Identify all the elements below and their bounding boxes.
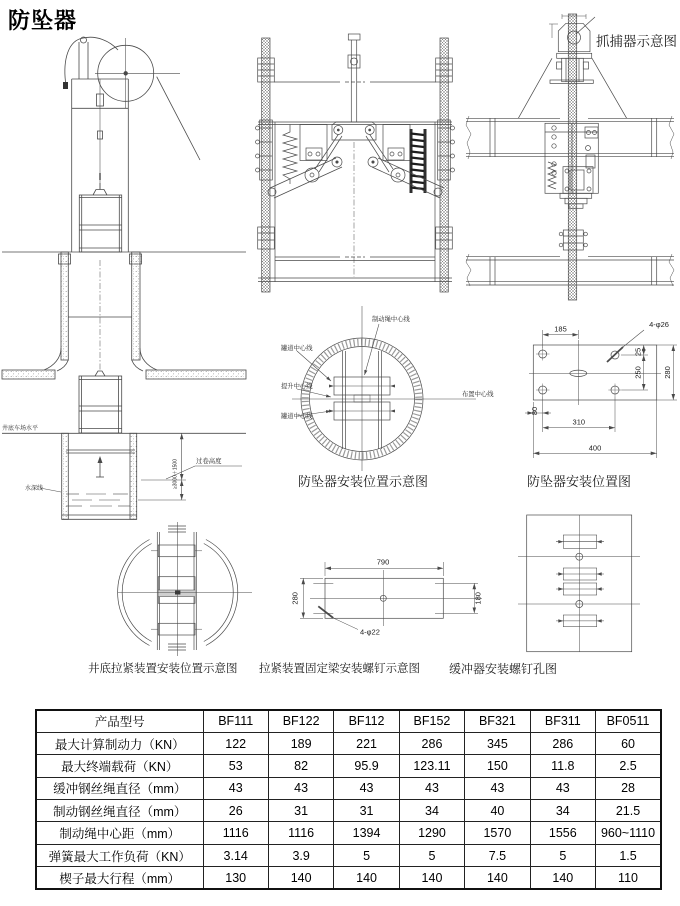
table-row (36, 844, 661, 866)
row-label: 缓冲钢丝绳直径（mm） (36, 777, 203, 799)
table-cell: 140 (530, 867, 595, 889)
table-cell: 140 (268, 867, 333, 889)
table-cell: 130 (203, 867, 268, 889)
column-header: BF152 (399, 710, 464, 732)
table-row (36, 867, 661, 889)
table-cell: 3.9 (268, 844, 333, 866)
row-label: 弹簧最大工作负荷（KN） (36, 844, 203, 866)
table-cell: 34 (530, 800, 595, 822)
dim-4phi22: 4-φ22 (360, 627, 380, 637)
table-cell: 140 (465, 867, 530, 889)
table-cell: 82 (268, 755, 333, 777)
table-row (36, 755, 661, 777)
table-cell: 1116 (203, 822, 268, 844)
spec-table-head-row (36, 710, 661, 732)
column-header: BF321 (465, 710, 530, 732)
table-cell: 31 (334, 800, 399, 822)
hoist-centerline-label: 提升中心线 (281, 383, 313, 390)
row-label: 最大终端载荷（KN） (36, 755, 203, 777)
table-row (36, 777, 661, 799)
row-label: 制动绳中心距（mm） (36, 822, 203, 844)
headframe-shaft-diagram (0, 30, 250, 532)
table-cell: 43 (203, 777, 268, 799)
guide-centerline-top-label: 罐道中心线 (281, 345, 313, 352)
dim-280-beam: 280 (290, 592, 300, 605)
table-cell: 960~1110 (596, 822, 661, 844)
table-cell: 1570 (465, 822, 530, 844)
table-cell: 110 (596, 867, 661, 889)
table-cell: 43 (399, 777, 464, 799)
dim-25: 25 (633, 347, 643, 357)
table-cell: 1.5 (596, 844, 661, 866)
pit-tension-diagram (102, 520, 268, 658)
table-row (36, 732, 661, 754)
column-header: BF311 (530, 710, 595, 732)
buffer-holes-diagram (515, 503, 665, 658)
pit-level-label: 井底车场水平 (2, 426, 39, 432)
table-cell: 1290 (399, 822, 464, 844)
table-cell: 140 (334, 867, 399, 889)
dim-80: 80 (530, 406, 539, 416)
table-cell: 21.5 (596, 800, 661, 822)
table-cell: 5 (530, 844, 595, 866)
layout-centerline-label: 布置中心线 (462, 391, 494, 398)
table-cell: 34 (399, 800, 464, 822)
table-cell: 2.5 (596, 755, 661, 777)
table-cell: 43 (465, 777, 530, 799)
table-cell: 150 (465, 755, 530, 777)
caption-install-schematic: 防坠器安装位置示意图 (298, 474, 429, 489)
table-cell: 31 (268, 800, 333, 822)
spec-table-body (36, 732, 661, 889)
table-cell: 123.11 (399, 755, 464, 777)
table-cell: 43 (530, 777, 595, 799)
row-label: 楔子最大行程（mm） (36, 867, 203, 889)
dim-4phi26: 4-φ26 (649, 320, 669, 329)
caption-buffer-holes: 缓冲器安装螺钉孔图 (449, 662, 558, 676)
row-label: 制动钢丝绳直径（mm） (36, 800, 203, 822)
table-cell: 7.5 (465, 844, 530, 866)
table-cell: 11.8 (530, 755, 595, 777)
catcher-diagram (462, 12, 680, 304)
caption-pit-tension: 井底拉紧装置安装位置示意图 (88, 663, 238, 675)
overwind-label: 过卷高度 (196, 458, 222, 465)
arrester-mechanism-diagram (252, 32, 462, 300)
table-cell: 53 (203, 755, 268, 777)
dim-250: 250 (633, 366, 643, 379)
dim-180: 180 (473, 592, 483, 605)
table-cell: 3.14 (203, 844, 268, 866)
overwind-dim-label: ≥3000＋1500 (172, 459, 179, 489)
caption-tension-beam: 拉紧装置固定梁安装螺钉示意图 (259, 663, 420, 675)
guide-centerline-bottom-label: 罐道中心线 (281, 413, 313, 420)
table-cell: 221 (334, 732, 399, 754)
table-cell: 26 (203, 800, 268, 822)
install-schematic-diagram (280, 303, 495, 475)
table-cell: 189 (268, 732, 333, 754)
dim-280: 280 (663, 366, 672, 379)
column-header: BF112 (334, 710, 399, 732)
table-cell: 43 (334, 777, 399, 799)
table-row (36, 800, 661, 822)
table-cell: 43 (268, 777, 333, 799)
dim-185: 185 (554, 324, 567, 334)
table-cell: 286 (530, 732, 595, 754)
table-cell: 345 (465, 732, 530, 754)
row-label: 最大计算制动力（KN） (36, 732, 203, 754)
model-header: 产品型号 (36, 710, 203, 732)
table-cell: 40 (465, 800, 530, 822)
tension-beam-diagram (282, 532, 494, 650)
spec-table (35, 709, 662, 890)
table-cell: 95.9 (334, 755, 399, 777)
table-cell: 140 (399, 867, 464, 889)
table-cell: 60 (596, 732, 661, 754)
dim-310: 310 (572, 417, 586, 427)
dim-790: 790 (376, 557, 390, 567)
install-position-diagram (503, 310, 680, 468)
water-line-label: 水深线 (25, 486, 44, 492)
table-cell: 5 (334, 844, 399, 866)
column-header: BF0511 (596, 710, 661, 732)
table-cell: 1116 (268, 822, 333, 844)
table-cell: 1556 (530, 822, 595, 844)
column-header: BF111 (203, 710, 268, 732)
brake-rope-centerline-label: 制动绳中心线 (372, 316, 410, 323)
table-cell: 28 (596, 777, 661, 799)
table-cell: 1394 (334, 822, 399, 844)
caption-catcher: 抓捕器示意图 (596, 34, 677, 49)
dim-400: 400 (588, 443, 602, 453)
column-header: BF122 (268, 710, 333, 732)
table-cell: 122 (203, 732, 268, 754)
caption-install-position: 防坠器安装位置图 (527, 474, 632, 489)
table-cell: 286 (399, 732, 464, 754)
page-title: 防坠器 (8, 8, 78, 33)
table-cell: 5 (399, 844, 464, 866)
table-row (36, 822, 661, 844)
